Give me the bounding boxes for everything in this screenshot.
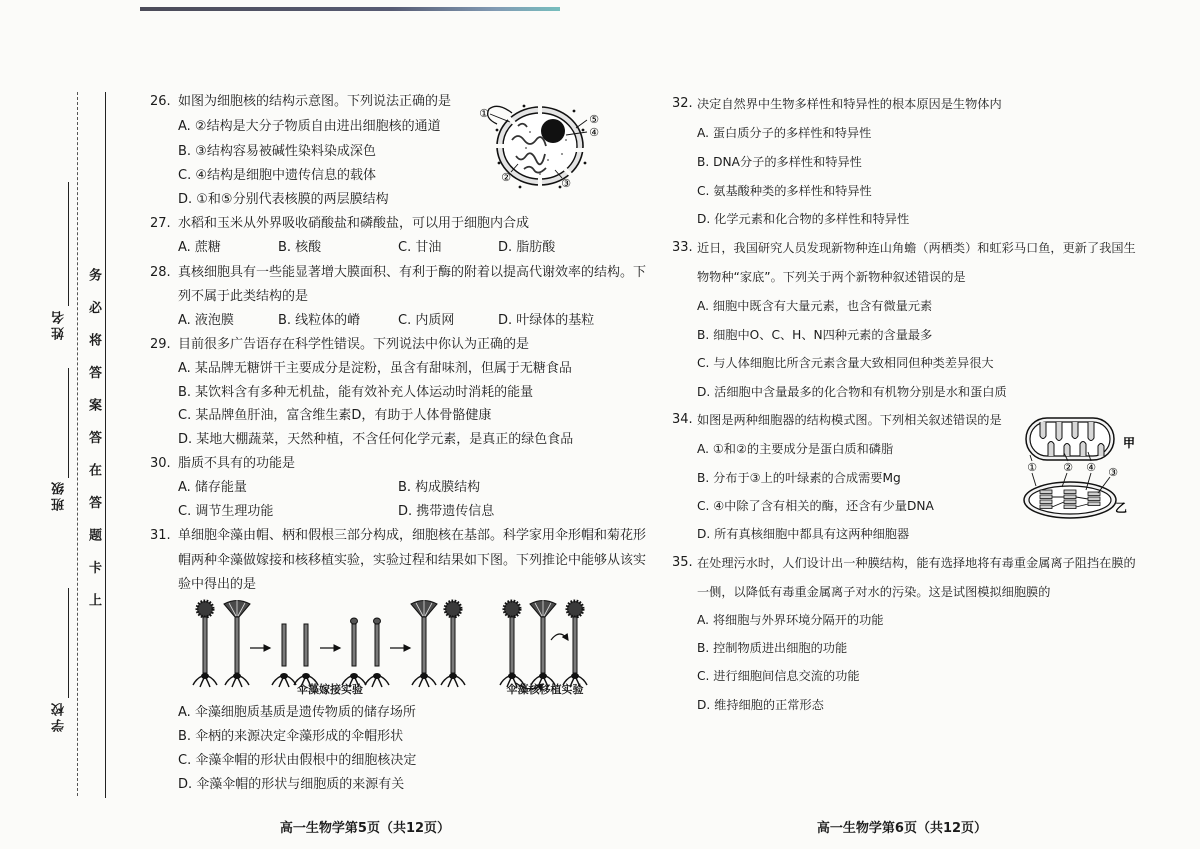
q30-option-b: B. 构成膜结构 (398, 480, 481, 495)
q35-option-c: C. 进行细胞间信息交流的功能 (697, 669, 860, 683)
q31-stem-line-2: 帽两种伞藻做嫁接和核移植实验，实验过程和结果如下图。下列推论中能够从该实 (178, 553, 647, 568)
q32-option-a: A. 蛋白质分子的多样性和特异性 (697, 126, 872, 140)
q32-number: 32. (672, 96, 693, 111)
q32-option-d: D. 化学元素和化合物的多样性和特异性 (697, 212, 910, 226)
q32-stem: 决定自然界中生物多样性和特异性的根本原因是生物体内 (697, 97, 1002, 111)
class-label: 班级 (52, 479, 67, 511)
nucleus-label-3: ③ (561, 177, 571, 190)
nucleus-label-5: ⑤ (589, 113, 599, 126)
scan-edge-artifact (140, 7, 560, 11)
q30-stem: 脂质不具有的功能是 (178, 456, 296, 471)
q35-option-a: A. 将细胞与外界环境分隔开的功能 (697, 613, 884, 627)
q33-stem-line-1: 近日，我国研究人员发现新物种连山角蟾（两栖类）和虹彩马口鱼，更新了我国生 (697, 241, 1136, 255)
q27-option-d: D. 脂肪酸 (498, 240, 556, 255)
chloroplast-label: 乙 (1114, 501, 1128, 515)
q28-option-a: A. 液泡膜 (178, 313, 234, 328)
nucleus-label-1: ① (479, 107, 489, 120)
school-label: 学校 (52, 700, 67, 732)
q31-option-c: C. 伞藻伞帽的形状由假根中的细胞核决定 (178, 753, 417, 768)
q35-option-d: D. 维持细胞的正常形态 (697, 698, 824, 712)
q26-option-d: D. ①和⑤分别代表核膜的两层膜结构 (178, 192, 389, 207)
nucleolus (541, 119, 565, 143)
q29-option-c: C. 某品牌鱼肝油，富含维生素D，有助于人体骨骼健康 (178, 408, 492, 423)
q31-option-a: A. 伞藻细胞质基质是遗传物质的储存场所 (178, 705, 416, 720)
school-blank-line (68, 588, 69, 698)
q35-number: 35. (672, 555, 693, 570)
q30-option-c: C. 调节生理功能 (178, 504, 274, 519)
q31-stem-line-1: 单细胞伞藻由帽、柄和假根三部分构成，细胞核在基部。科学家用伞形帽和菊花形 (178, 528, 647, 543)
q35-stem-line-2: 一侧，以降低有毒重金属离子对水的污染。这是试图模拟细胞膜的 (697, 585, 1051, 599)
q31-option-d: D. 伞藻伞帽的形状与细胞质的来源有关 (178, 777, 405, 792)
q29-stem: 目前很多广告语存在科学性错误。下列说法中你认为正确的是 (178, 337, 530, 352)
q35-stem-line-1: 在处理污水时，人们设计出一种膜结构，能有选择地将有毒重金属离子阻挡在膜的 (697, 556, 1136, 570)
q35-option-b: B. 控制物质进出细胞的功能 (697, 641, 848, 655)
q33-option-a: A. 细胞中既含有大量元素，也含有微量元素 (697, 299, 933, 313)
graft-results (411, 600, 465, 687)
q34-stem: 如图是两种细胞器的结构模式图。下列相关叙述错误的是 (697, 413, 1002, 427)
acetabularia-experiment-diagram (182, 594, 592, 686)
left-page-footer: 高一生物学第5页（共12页） (279, 821, 451, 836)
graft-cut-stalks (272, 624, 318, 687)
q28-stem-line-2: 列不属于此类结构的是 (178, 289, 309, 304)
q27-option-c: C. 甘油 (398, 240, 442, 255)
transplant-donor (500, 601, 524, 687)
nucleus-label-2: ② (501, 171, 511, 184)
mitochondrion-label: 甲 (1122, 436, 1136, 450)
graft-regenerating (342, 618, 389, 687)
margin-rule (105, 92, 106, 798)
nucleus-diagram (468, 98, 613, 194)
q31-option-b: B. 伞柄的来源决定伞藻形成的伞帽形状 (178, 729, 404, 744)
transplant-caption: 伞藻核移植实验 (506, 683, 584, 696)
q34-option-b: B. 分布于③上的叶绿素的合成需要Mg (697, 471, 901, 485)
q28-option-b: B. 线粒体的嵴 (278, 313, 361, 328)
q34-number: 34. (672, 412, 693, 427)
q29-option-b: B. 某饮料含有多种无机盐，能有效补充人体运动时消耗的能量 (178, 385, 534, 400)
q34-option-a: A. ①和②的主要成分是蛋白质和磷脂 (697, 442, 894, 456)
answer-sheet-notice: 务必将答案答在答题卡上 (86, 268, 101, 626)
graft-parent-umbrella-cap (224, 600, 250, 687)
class-blank-line (68, 368, 69, 478)
q33-option-d: D. 活细胞中含量最多的化合物和有机物分别是水和蛋白质 (697, 385, 1007, 399)
q34-option-c: C. ④中除了含有相关的酶，还含有少量DNA (697, 499, 934, 513)
q33-option-b: B. 细胞中O、C、H、N四种元素的含量最多 (697, 328, 933, 342)
q27-option-b: B. 核酸 (278, 240, 322, 255)
q29-option-a: A. 某品牌无糖饼干主要成分是淀粉，虽含有甜味剂，但属于无糖食品 (178, 361, 572, 376)
q33-number: 33. (672, 240, 693, 255)
organelle-label-3: ③ (1108, 466, 1118, 479)
q31-number: 31. (150, 528, 171, 543)
graft-caption: 伞藻嫁接实验 (297, 683, 363, 696)
q28-option-d: D. 叶绿体的基粒 (498, 313, 595, 328)
q26-option-c: C. ④结构是细胞中遗传信息的载体 (178, 168, 376, 183)
q27-number: 27. (150, 216, 171, 231)
q34-option-d: D. 所有真核细胞中都具有这两种细胞器 (697, 527, 910, 541)
organelle-label-4: ④ (1086, 461, 1096, 474)
organelle-label-2: ② (1063, 461, 1073, 474)
q28-number: 28. (150, 265, 171, 280)
q32-option-c: C. 氨基酸种类的多样性和特异性 (697, 184, 872, 198)
q28-option-c: C. 内质网 (398, 313, 455, 328)
name-blank-line (68, 182, 69, 306)
transplant-result (563, 601, 587, 687)
q30-number: 30. (150, 456, 171, 471)
q28-stem-line-1: 真核细胞具有一些能显著增大膜面积、有利于酶的附着以提高代谢效率的结构。下 (178, 265, 647, 280)
right-page-footer: 高一生物学第6页（共12页） (816, 821, 988, 836)
q26-number: 26. (150, 94, 171, 109)
q26-stem: 如图为细胞核的结构示意图。下列说法正确的是 (178, 94, 452, 109)
mitochondrion (1026, 418, 1114, 460)
organelle-label-1: ① (1027, 461, 1037, 474)
q26-option-a: A. ②结构是大分子物质自由进出细胞核的通道 (178, 119, 441, 134)
q33-option-c: C. 与人体细胞比所含元素含量大致相同但种类差异很大 (697, 356, 994, 370)
organelles-diagram (1018, 413, 1142, 523)
q31-stem-line-3: 验中得出的是 (178, 577, 257, 592)
binding-dashed-line (77, 92, 78, 796)
q29-number: 29. (150, 337, 171, 352)
q26-option-b: B. ③结构容易被碱性染料染成深色 (178, 144, 376, 159)
q30-option-a: A. 储存能量 (178, 480, 247, 495)
name-label: 姓名 (52, 308, 67, 340)
q30-option-d: D. 携带遗传信息 (398, 504, 495, 519)
q32-option-b: B. DNA分子的多样性和特异性 (697, 155, 862, 169)
q27-option-a: A. 蔗糖 (178, 240, 221, 255)
q27-stem: 水稻和玉米从外界吸收硝酸盐和磷酸盐，可以用于细胞内合成 (178, 216, 530, 231)
nucleus-label-4: ④ (589, 126, 599, 139)
transplant-recipient (530, 600, 556, 687)
q29-option-d: D. 某地大棚蔬菜，天然种植，不含任何化学元素，是真正的绿色食品 (178, 432, 574, 447)
transplant-arrow-2 (551, 634, 568, 640)
q33-stem-line-2: 物物种“家底”。下列关于两个新物种叙述错误的是 (697, 270, 966, 284)
graft-parent-chrysanthemum-cap (193, 601, 217, 687)
